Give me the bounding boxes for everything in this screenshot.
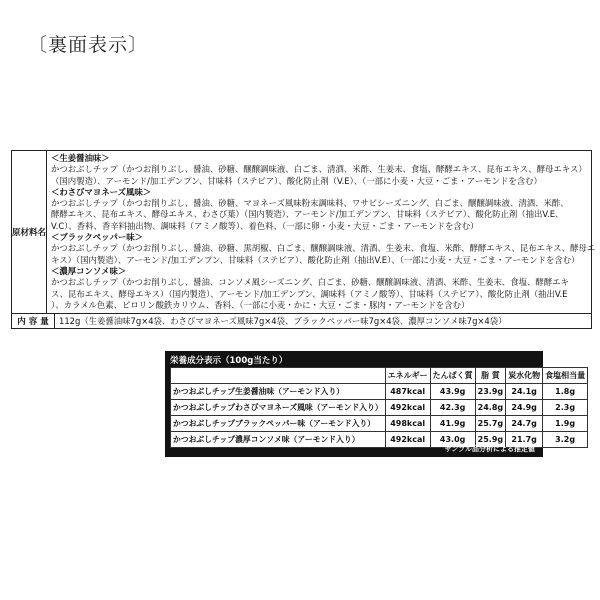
- nutrition-row: [171, 384, 588, 400]
- ingredient-section-title: ＜生姜醤油味＞: [51, 153, 110, 163]
- nutrition-value: 492kcal: [385, 432, 430, 448]
- contents-label: 内 容 量: [12, 314, 55, 328]
- nutrition-header-row: [171, 368, 588, 384]
- nutrition-product-name: かつおぶしチップブラックペッパー味（アーモンド入り）: [171, 416, 386, 432]
- ingredient-line: キス）（国内製造）、アーモンド/加工デンプン、甘味料（ステビア）、酸化防止剤（抽出V.E）、（一部に小麦・大豆・ごま・アーモンドを含む）: [51, 254, 580, 265]
- nutrition-header-cell: 脂 質: [475, 368, 505, 384]
- nutrition-value: 25.7g: [475, 416, 505, 432]
- ingredient-section-title: ＜ブラックペッパー味＞: [51, 232, 143, 243]
- nutrition-note: サンプル品分析による推定値: [444, 445, 535, 453]
- nutrition-value: 24.8g: [475, 400, 505, 416]
- nutrition-value: 24.7g: [506, 416, 543, 432]
- page-heading: 〔裏面表示〕: [28, 34, 149, 56]
- ingredients-label: 原材料名: [12, 151, 47, 313]
- nutrition-value: 25.9g: [475, 432, 505, 448]
- nutrition-value: 24.9g: [506, 400, 543, 416]
- ingredients-table: [11, 150, 596, 329]
- ingredients-body: [47, 151, 599, 313]
- ingredient-line: 酵酵エキス、昆布エキス、酵母エキス、わさび葉）（国内製造）、アーモンド/加工デンプン、甘味料（ステビア）、酸化防止剤（抽出V.E、: [51, 209, 564, 220]
- ingredient-line: かつおぶしチップ（かつお削りぶし、醤油、砂糖、マヨネーズ風味粉末調味料、ワサビシーズニング、白ごま、醸醸調味液、清酒、米酢、: [51, 198, 569, 209]
- ingredient-line: ス、昆布エキス、酵母エキス）（国内製造）、アーモンド/加工デンプン、調味料（アミノ酸等）、甘味料（ステビア）、酸化防止剤（抽出V.E: [51, 288, 568, 299]
- ingredient-section-title: ＜濃厚コンソメ味＞: [51, 265, 127, 276]
- nutrition-value: 21.7g: [506, 432, 543, 448]
- nutrition-table: [170, 367, 588, 448]
- nutrition-title: 栄養成分表示（100g当たり）: [170, 356, 288, 366]
- nutrition-value: 42.3g: [430, 400, 475, 416]
- ingredient-line: （国内製造）、アーモンド/加工デンプン、甘味料（ステビア）、酸化防止剤（V.E）、（一部に小麦・大豆・ごま・アーモンドを含む）: [51, 175, 542, 186]
- nutrition-value: 1.8g: [543, 384, 588, 400]
- nutrition-value: 24.1g: [506, 384, 543, 400]
- nutrition-header-cell: たんぱく質: [430, 368, 475, 384]
- ingredient-line: V.C）、香料、香辛料抽出物、調味料（アミノ酸等）、着色料、（一部に卵・小麦・大豆・ごま・アーモンドを含む）: [51, 220, 479, 231]
- nutrition-value: 43.0g: [430, 432, 475, 448]
- nutrition-header-cell: [171, 368, 386, 384]
- nutrition-product-name: かつおぶしチップ生姜醤油味（アーモンド入り）: [171, 384, 386, 400]
- nutrition-product-name: かつおぶしチップわさびマヨネーズ風味（アーモンド入り）: [171, 400, 386, 416]
- ingredient-line: かつおぶしチップ（かつお削りぶし、醤油、コンソメ風シーズニング、白ごま、砂糖、醸醸調味液、清酒、米酢、生姜末、食塩、酵酵エキ: [51, 277, 569, 288]
- nutrition-value: 2.3g: [543, 400, 588, 416]
- nutrition-product-name: かつおぶしチップ濃厚コンソメ味（アーモンド入り）: [171, 432, 386, 448]
- ingredients-row: [12, 151, 596, 314]
- contents-value: 112g（生姜醤油味7g×4袋、わさびマヨネーズ風味7g×4袋、ブラックペッパー味7g×4袋、濃厚コンソメ味7g×4袋）: [59, 316, 507, 327]
- nutrition-header-cell: エネルギー: [385, 368, 430, 384]
- nutrition-value: 1.9g: [543, 416, 588, 432]
- nutrition-value: 43.9g: [430, 384, 475, 400]
- nutrition-value: 487kcal: [385, 384, 430, 400]
- nutrition-row: [171, 400, 588, 416]
- nutrition-row: [171, 416, 588, 432]
- contents-row: [12, 314, 591, 328]
- nutrition-value: 23.9g: [475, 384, 505, 400]
- nutrition-panel: [165, 351, 586, 457]
- nutrition-value: 492kcal: [385, 400, 430, 416]
- ingredient-line: かつおぶしチップ（かつお削りぶし、醤油、砂糖、醸醸調味液、白ごま、清酒、米酢、生姜末、食塩、酵酵エキス、昆布エキス、酵母エキス）: [51, 164, 587, 175]
- nutrition-value: 498kcal: [385, 416, 430, 432]
- nutrition-header-cell: 食塩相当量: [543, 368, 588, 384]
- nutrition-value: 3.2g: [543, 432, 588, 448]
- ingredient-line: かつおぶしチップ（かつお削りぶし、醤油、砂糖、黒胡椒、白ごま、醸醸調味液、清酒、生姜末、食塩、米酢、酵酵エキス、昆布エキス、酵母エ: [51, 243, 596, 254]
- ingredient-line: ）、カラメル色素、ピロリン酸鉄カリウム、香料、（一部に小麦・かに・大豆・ごま・豚肉・アーモンドを含む）: [51, 299, 470, 310]
- nutrition-header-cell: 炭水化物: [506, 368, 543, 384]
- ingredient-section-title: ＜わさびマヨネーズ風味＞: [51, 186, 152, 197]
- nutrition-value: 41.9g: [430, 416, 475, 432]
